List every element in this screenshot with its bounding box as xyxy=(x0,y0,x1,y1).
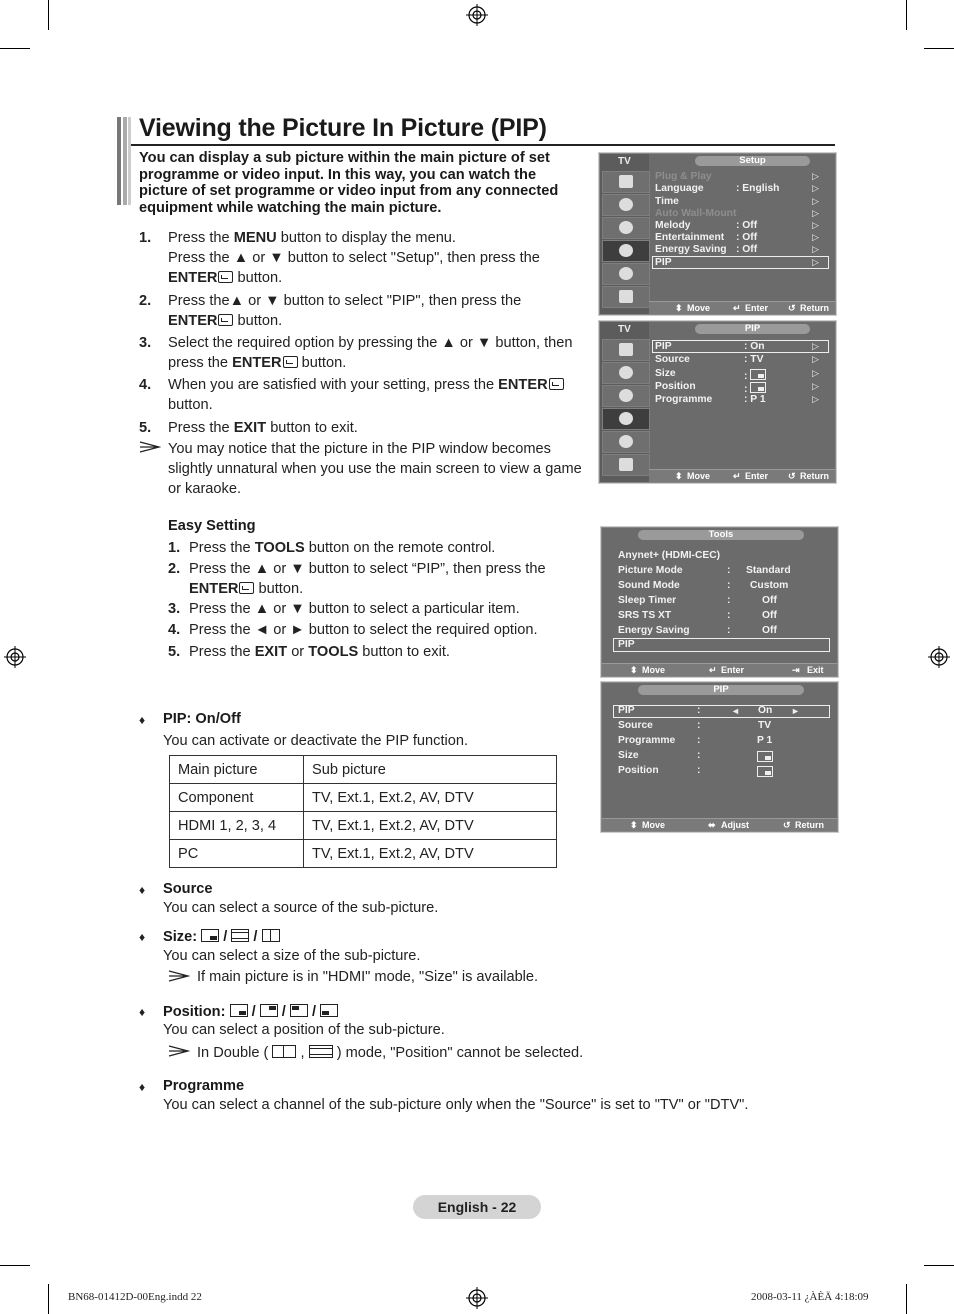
osd-colon: : xyxy=(727,580,731,591)
move-icon: ⬍ xyxy=(675,471,683,481)
move-icon: ⬍ xyxy=(675,303,683,313)
osd-footer-enter: Enter xyxy=(721,665,745,675)
step-text: button. xyxy=(254,581,304,597)
bullet-icon: ♦ xyxy=(139,713,146,727)
osd-footer xyxy=(602,663,837,676)
easy-setting-heading: Easy Setting xyxy=(168,518,256,534)
osd-item-sound-mode[interactable]: Sound Mode xyxy=(618,580,680,591)
osd-value-melody: : Off xyxy=(736,220,758,231)
step-text: Press the xyxy=(189,540,255,556)
step-1 xyxy=(168,228,588,288)
programme-heading: Programme xyxy=(163,1078,245,1094)
osd-item-time[interactable]: Time xyxy=(655,196,679,207)
osd-header: PIP xyxy=(638,685,804,695)
pip-onoff-desc: You can activate or deactivate the PIP function. xyxy=(163,733,469,749)
osd-footer-move: Move xyxy=(687,471,711,481)
step-text: Press the ▲ or ▼ button to select a particular item. xyxy=(189,601,520,617)
step-text: button to exit. xyxy=(266,420,358,436)
step-number: 4. xyxy=(139,377,152,393)
size-note: If main picture is in "HDMI" mode, "Size" is available. xyxy=(197,969,539,985)
osd-value-srs: Off xyxy=(762,610,777,621)
osd-colon: : xyxy=(697,750,701,761)
osd-item-position[interactable]: Position xyxy=(655,381,696,392)
separator: / xyxy=(223,929,228,945)
step-text: press the xyxy=(168,355,233,371)
osd-value-energy-saving: : Off xyxy=(736,244,758,255)
osd-item-pip[interactable]: PIP xyxy=(655,257,672,268)
osd-colon: : xyxy=(697,720,701,731)
osd-item-plug-play[interactable]: Plug & Play xyxy=(655,171,712,182)
position-bottom-right-icon xyxy=(230,1004,248,1017)
osd-item-position[interactable]: Position xyxy=(618,765,659,776)
arrow-right-icon: ▷ xyxy=(812,171,819,181)
osd-item-melody[interactable]: Melody xyxy=(655,220,691,231)
arrow-right-icon: ▷ xyxy=(812,244,819,254)
osd-colon: : xyxy=(727,625,731,636)
osd-value-pip: : On xyxy=(744,341,765,352)
enter-icon: ↵ xyxy=(733,303,741,313)
step-text: button. xyxy=(168,397,213,413)
table-cell: Sub picture xyxy=(304,756,557,784)
osd-tools-menu xyxy=(601,527,838,677)
osd-footer-return: Return xyxy=(800,471,829,481)
size-heading xyxy=(163,928,280,945)
osd-item-source[interactable]: Source xyxy=(618,720,653,731)
colon: : xyxy=(744,371,748,382)
step-text: button on the remote control. xyxy=(304,540,496,556)
bullet-icon: ♦ xyxy=(139,1080,146,1094)
step-number: 3. xyxy=(168,601,181,617)
pip-onoff-heading: PIP: On/Off xyxy=(163,711,241,727)
osd-item-programme[interactable]: Programme xyxy=(618,735,676,746)
position-label: Position: xyxy=(163,1004,226,1020)
crop-mark xyxy=(924,48,954,49)
osd-item-energy-saving[interactable]: Energy Saving xyxy=(618,625,690,636)
osd-value-source: TV xyxy=(758,720,772,731)
channel-menu-icon[interactable] xyxy=(602,217,650,239)
step-text: Press the ▲ or ▼ button to select “PIP”, then press the xyxy=(189,561,546,577)
input-menu-icon[interactable] xyxy=(602,431,650,453)
separator: / xyxy=(311,1004,316,1020)
registration-mark-icon xyxy=(928,646,950,668)
step-text: When you are satisfied with your setting, press the xyxy=(168,377,499,393)
arrow-right-icon: ▷ xyxy=(812,257,819,267)
enter-icon: ↵ xyxy=(733,471,741,481)
osd-footer xyxy=(649,469,835,482)
note-text: In Double ( xyxy=(197,1045,269,1061)
crop-mark xyxy=(924,1265,954,1266)
osd-item-pip[interactable]: PIP xyxy=(618,639,635,650)
osd-tv-label: TV xyxy=(618,156,631,167)
enter-icon: ↵ xyxy=(709,665,717,675)
osd-item-entertainment[interactable]: Entertainment xyxy=(655,232,725,243)
enter-key: ENTER xyxy=(498,377,548,393)
table-row xyxy=(170,756,557,784)
osd-value-sleep-timer: Off xyxy=(762,595,777,606)
move-icon: ⬍ xyxy=(630,665,638,675)
colon: : xyxy=(744,384,748,395)
step-text: Press the xyxy=(168,420,234,436)
osd-value-sound-mode: Custom xyxy=(750,580,789,591)
osd-value-size xyxy=(744,368,766,382)
osd-footer-return: Return xyxy=(795,820,824,830)
title-rule xyxy=(131,144,835,146)
size-label: Size: xyxy=(163,929,198,945)
crop-mark xyxy=(48,0,49,30)
position-bottom-right-icon xyxy=(750,382,766,393)
tools-key: TOOLS xyxy=(254,540,305,556)
osd-value-entertainment: : Off xyxy=(736,232,758,243)
exit-icon: ⇥ xyxy=(792,665,800,675)
osd-footer-exit: Exit xyxy=(807,665,824,675)
step-number: 5. xyxy=(139,420,152,436)
menu-key: MENU xyxy=(233,230,277,246)
step-text: Press the ▲ or ▼ button to select "Setup", then press the xyxy=(168,250,540,266)
separator: / xyxy=(281,1004,286,1020)
osd-colon: : xyxy=(697,765,701,776)
osd-colon: : xyxy=(727,610,731,621)
osd-footer-move: Move xyxy=(642,665,666,675)
size-desc: You can select a size of the sub-picture. xyxy=(163,948,421,964)
return-icon: ↺ xyxy=(783,820,791,830)
osd-selection-box xyxy=(652,256,829,269)
step-number: 2. xyxy=(168,561,181,577)
note-line: slightly unnatural when you use the main screen to view a game xyxy=(168,461,582,477)
step-text: Press the ◄ or ► button to select the required option. xyxy=(189,622,538,638)
osd-footer xyxy=(602,818,837,831)
step-number: 4. xyxy=(168,622,181,638)
picture-menu-icon[interactable] xyxy=(602,339,650,361)
easy-step-5 xyxy=(189,642,589,662)
source-desc: You can select a source of the sub-picture. xyxy=(163,900,439,916)
enter-key: ENTER xyxy=(168,313,218,329)
osd-header: Tools xyxy=(638,530,804,540)
step-text: Press the xyxy=(168,230,234,246)
arrow-right-icon: ▷ xyxy=(812,196,819,206)
step-4 xyxy=(168,375,598,415)
arrow-right-icon: ▷ xyxy=(812,232,819,242)
osd-value-programme: P 1 xyxy=(757,735,773,746)
step-text: Press the xyxy=(189,644,255,660)
osd-value-language: : English xyxy=(736,183,780,194)
enter-icon xyxy=(549,378,564,390)
return-icon: ↺ xyxy=(788,471,796,481)
arrow-right-icon: ► xyxy=(791,706,800,716)
osd-item-pip[interactable]: PIP xyxy=(655,341,672,352)
osd-selection-box xyxy=(613,638,830,652)
setup-menu-icon[interactable] xyxy=(602,240,650,262)
bullet-icon: ♦ xyxy=(139,1005,146,1019)
table-cell: HDMI 1, 2, 3, 4 xyxy=(170,812,304,840)
osd-value-picture-mode: Standard xyxy=(746,565,791,576)
crop-mark xyxy=(0,48,30,49)
bullet-icon: ♦ xyxy=(139,930,146,944)
position-top-right-icon xyxy=(260,1004,278,1017)
position-heading xyxy=(163,1003,338,1020)
table-cell: TV, Ext.1, Ext.2, AV, DTV xyxy=(304,840,557,868)
table-cell: TV, Ext.1, Ext.2, AV, DTV xyxy=(304,812,557,840)
osd-item-language[interactable]: Language xyxy=(655,183,704,194)
return-icon: ↺ xyxy=(788,303,796,313)
source-heading: Source xyxy=(163,881,213,897)
position-note xyxy=(197,1044,583,1061)
table-cell: TV, Ext.1, Ext.2, AV, DTV xyxy=(304,784,557,812)
enter-icon xyxy=(283,356,298,368)
osd-item-size[interactable]: Size xyxy=(618,750,639,761)
osd-value-size xyxy=(757,750,773,764)
step-text: button to exit. xyxy=(358,644,450,660)
page-number-badge: English - 22 xyxy=(413,1195,541,1219)
intro-text: You can display a sub picture within the main picture of set programme or video input. In this way, you can watch the picture of set programme or video input from any connected equipment while watching the main picture. xyxy=(139,150,559,216)
step-text: or xyxy=(287,644,309,660)
registration-mark-icon xyxy=(466,1287,488,1309)
title-accent-bar xyxy=(117,117,131,205)
step-number: 3. xyxy=(139,335,152,351)
step-number: 1. xyxy=(168,540,181,556)
osd-tv-label: TV xyxy=(618,324,631,335)
osd-value-pip: On xyxy=(758,705,773,716)
step-5 xyxy=(168,418,588,438)
note-line: or karaoke. xyxy=(168,481,242,497)
step-text: button. xyxy=(297,355,347,371)
note-text xyxy=(168,439,598,499)
osd-footer-enter: Enter xyxy=(745,471,769,481)
arrow-right-icon: ▷ xyxy=(812,208,819,218)
osd-item-auto-wall-mount[interactable]: Auto Wall-Mount xyxy=(655,208,737,219)
arrow-right-icon: ▷ xyxy=(812,341,819,351)
step-text: Select the required option by pressing the ▲ or ▼ button, then xyxy=(168,335,573,351)
osd-item-sleep-timer[interactable]: Sleep Timer xyxy=(618,595,677,606)
osd-selection-box xyxy=(652,340,829,353)
easy-step-3 xyxy=(189,599,589,619)
osd-item-programme[interactable]: Programme xyxy=(655,394,713,405)
application-menu-icon[interactable] xyxy=(602,286,650,308)
crop-mark xyxy=(906,0,907,30)
osd-footer-move: Move xyxy=(642,820,666,830)
registration-mark-icon xyxy=(466,4,488,26)
size-small-icon xyxy=(750,369,766,380)
osd-header: Setup xyxy=(695,156,810,166)
osd-footer xyxy=(649,301,835,314)
programme-desc: You can select a channel of the sub-picture only when the "Source" is set to "TV" or "DTV". xyxy=(163,1097,749,1113)
arrow-right-icon: ▷ xyxy=(812,220,819,230)
enter-icon xyxy=(218,271,233,283)
bullet-icon: ♦ xyxy=(139,883,146,897)
file-slug: BN68-01412D-00Eng.indd 22 xyxy=(68,1291,202,1303)
exit-key: EXIT xyxy=(233,420,267,436)
osd-item-size[interactable]: Size xyxy=(655,368,676,379)
note-line: You may notice that the picture in the PIP window becomes xyxy=(168,441,551,457)
note-arrow-icon xyxy=(168,1045,190,1057)
size-double-icon xyxy=(262,929,280,942)
osd-setup-menu xyxy=(599,153,836,315)
note-text: , xyxy=(300,1045,305,1061)
step-3 xyxy=(168,333,598,373)
sound-menu-icon[interactable] xyxy=(602,194,650,216)
position-top-left-icon xyxy=(290,1004,308,1017)
separator: / xyxy=(253,929,258,945)
arrow-right-icon: ▷ xyxy=(812,394,819,404)
osd-item-energy-saving[interactable]: Energy Saving xyxy=(655,244,727,255)
step-text: Press the▲ or ▼ button to select "PIP", then press the xyxy=(168,293,522,309)
arrow-right-icon: ▷ xyxy=(812,381,819,391)
step-text: button. xyxy=(233,270,283,286)
channel-menu-icon[interactable] xyxy=(602,385,650,407)
picture-menu-icon[interactable] xyxy=(602,171,650,193)
size-small-icon xyxy=(757,751,773,762)
osd-footer-move: Move xyxy=(687,303,711,313)
crop-mark xyxy=(0,1265,30,1266)
separator: / xyxy=(251,1004,256,1020)
easy-step-4 xyxy=(189,620,589,640)
enter-key: ENTER xyxy=(232,355,282,371)
osd-colon: : xyxy=(727,565,731,576)
osd-colon: : xyxy=(697,735,701,746)
move-icon: ⬍ xyxy=(630,820,638,830)
registration-mark-icon xyxy=(4,646,26,668)
double-mode-icon xyxy=(272,1045,296,1058)
arrow-right-icon: ▷ xyxy=(812,183,819,193)
input-menu-icon[interactable] xyxy=(602,263,650,285)
osd-header: PIP xyxy=(695,324,810,334)
arrow-right-icon: ▷ xyxy=(812,368,819,378)
step-number: 2. xyxy=(139,293,152,309)
easy-step-2 xyxy=(189,559,589,599)
table-row xyxy=(170,840,557,868)
osd-pip-menu xyxy=(599,321,836,483)
size-small-icon xyxy=(201,929,219,942)
note-text: ) mode, "Position" cannot be selected. xyxy=(336,1045,584,1061)
page-title: Viewing the Picture In Picture (PIP) xyxy=(139,114,547,142)
osd-item-anynet[interactable]: Anynet+ (HDMI-CEC) xyxy=(618,550,721,561)
osd-colon: : xyxy=(697,705,701,716)
enter-key: ENTER xyxy=(168,270,218,286)
arrow-right-icon: ▷ xyxy=(812,354,819,364)
easy-step-1 xyxy=(189,538,589,558)
step-number: 1. xyxy=(139,230,152,246)
note-arrow-icon xyxy=(139,441,161,453)
osd-item-srs[interactable]: SRS TS XT xyxy=(618,610,672,621)
osd-value-energy-saving: Off xyxy=(762,625,777,636)
osd-item-source[interactable]: Source xyxy=(655,354,690,365)
step-2 xyxy=(168,291,588,331)
enter-icon xyxy=(218,314,233,326)
date-slug: 2008-03-11 ¿ÀÈÄ 4:18:09 xyxy=(751,1291,869,1303)
table-cell: PC xyxy=(170,840,304,868)
osd-footer-enter: Enter xyxy=(745,303,769,313)
adjust-icon: ⬌ xyxy=(708,820,716,830)
osd-footer-return: Return xyxy=(800,303,829,313)
source-table xyxy=(169,755,557,868)
arrow-left-icon: ◄ xyxy=(731,706,740,716)
position-bottom-left-icon xyxy=(320,1004,338,1017)
application-menu-icon[interactable] xyxy=(602,454,650,476)
exit-key: EXIT xyxy=(254,644,288,660)
table-row xyxy=(170,812,557,840)
table-row xyxy=(170,784,557,812)
osd-value-source: : TV xyxy=(744,354,764,365)
enter-key: ENTER xyxy=(189,581,239,597)
osd-value-position xyxy=(744,381,766,395)
position-desc: You can select a position of the sub-picture. xyxy=(163,1022,445,1038)
setup-menu-icon[interactable] xyxy=(602,408,650,430)
size-double-wide-icon xyxy=(231,929,249,942)
osd-footer-adjust: Adjust xyxy=(721,820,749,830)
osd-item-pip[interactable]: PIP xyxy=(618,705,635,716)
tools-key: TOOLS xyxy=(308,644,359,660)
step-text: button to display the menu. xyxy=(276,230,456,246)
sound-menu-icon[interactable] xyxy=(602,362,650,384)
double-wide-mode-icon xyxy=(309,1045,333,1058)
osd-item-picture-mode[interactable]: Picture Mode xyxy=(618,565,683,576)
crop-mark xyxy=(48,1284,49,1314)
osd-value-position xyxy=(757,765,773,779)
table-cell: Main picture xyxy=(170,756,304,784)
position-bottom-right-icon xyxy=(757,766,773,777)
crop-mark xyxy=(906,1284,907,1314)
step-text: button. xyxy=(233,313,283,329)
table-cell: Component xyxy=(170,784,304,812)
osd-value-programme: : P 1 xyxy=(744,394,766,405)
note-arrow-icon xyxy=(168,970,190,982)
osd-pip-tools-menu xyxy=(601,682,838,832)
enter-icon xyxy=(239,582,254,594)
osd-colon: : xyxy=(727,595,731,606)
step-number: 5. xyxy=(168,644,181,660)
